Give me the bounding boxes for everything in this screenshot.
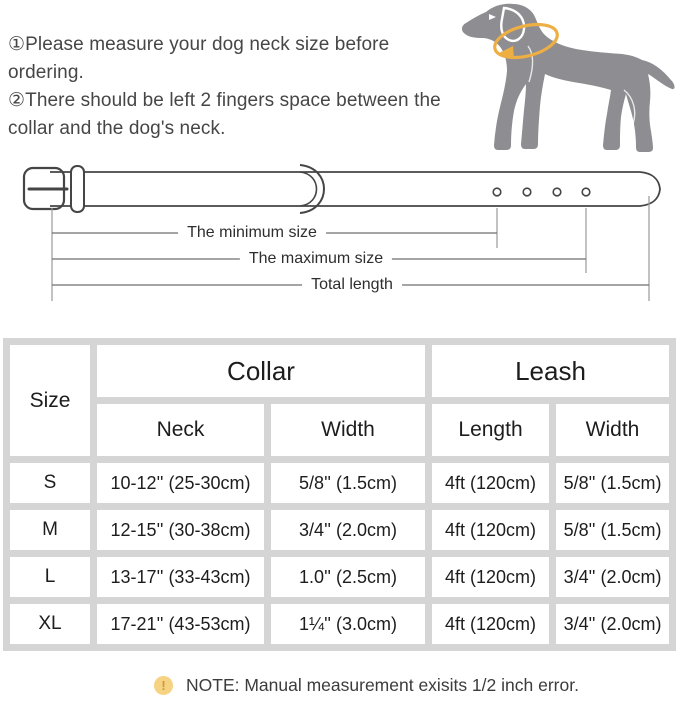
total-length-label: Total length [302,276,402,294]
measuring-instructions [8,31,460,143]
instruction-line-1: ①Please measure your dog neck size before ordering. [8,34,390,83]
dog-silhouette-icon [446,2,678,158]
strap-hole-4 [582,188,590,196]
collar-width-column-header: Width [271,404,425,456]
collar-group-header: Collar [97,345,425,397]
strap-tip [640,172,660,206]
neck-column-header: Neck [97,404,264,456]
row-xl-leash-length: 4ft (120cm) [432,604,549,644]
minimum-size-label: The minimum size [178,224,326,242]
keeper-loop [71,166,84,212]
row-m-leash-width: 5/8'' (1.5cm) [556,510,669,550]
table-row-s [10,463,669,503]
size-chart-table [3,338,676,651]
table-header-sub-row [10,404,669,456]
row-l-collar-width: 1.0'' (2.5cm) [271,557,425,597]
row-m-collar-width: 3/4'' (2.0cm) [271,510,425,550]
strap-hole-1 [493,188,501,196]
strap-hole-2 [523,188,531,196]
maximum-size-label: The maximum size [240,250,392,268]
note-text: NOTE: Manual measurement exisits 1/2 inch error. [186,675,579,695]
row-m-neck: 12-15'' (30-38cm) [97,510,264,550]
leash-group-header: Leash [432,345,669,397]
row-s-neck: 10-12'' (25-30cm) [97,463,264,503]
row-xl-neck: 17-21'' (43-53cm) [97,604,264,644]
dog-illustration [446,2,678,158]
row-l-neck: 13-17'' (33-43cm) [97,557,264,597]
row-xl-collar-width: 1¼'' (3.0cm) [271,604,425,644]
row-m-size: M [10,510,90,550]
size-column-header: Size [10,345,90,456]
row-s-leash-width: 5/8'' (1.5cm) [556,463,669,503]
dog-body-shape [462,4,675,152]
d-ring-inner [300,172,317,206]
leash-length-column-header: Length [432,404,549,456]
row-l-size: L [10,557,90,597]
row-l-leash-width: 3/4'' (2.0cm) [556,557,669,597]
row-m-leash-length: 4ft (120cm) [432,510,549,550]
instruction-line-2: ②There should be left 2 fingers space between the collar and the dog's neck. [8,90,441,139]
row-s-size: S [10,463,90,503]
table-row-l [10,557,669,597]
leash-width-column-header: Width [556,404,669,456]
table-header-group-row [10,345,669,397]
row-xl-size: XL [10,604,90,644]
row-xl-leash-width: 3/4'' (2.0cm) [556,604,669,644]
row-s-leash-length: 4ft (120cm) [432,463,549,503]
row-s-collar-width: 5/8'' (1.5cm) [271,463,425,503]
row-l-leash-length: 4ft (120cm) [432,557,549,597]
warning-exclamation-icon: ! [154,676,173,695]
table-row-xl [10,604,669,644]
strap-hole-3 [553,188,561,196]
measurement-note [154,675,579,696]
table-row-m [10,510,669,550]
